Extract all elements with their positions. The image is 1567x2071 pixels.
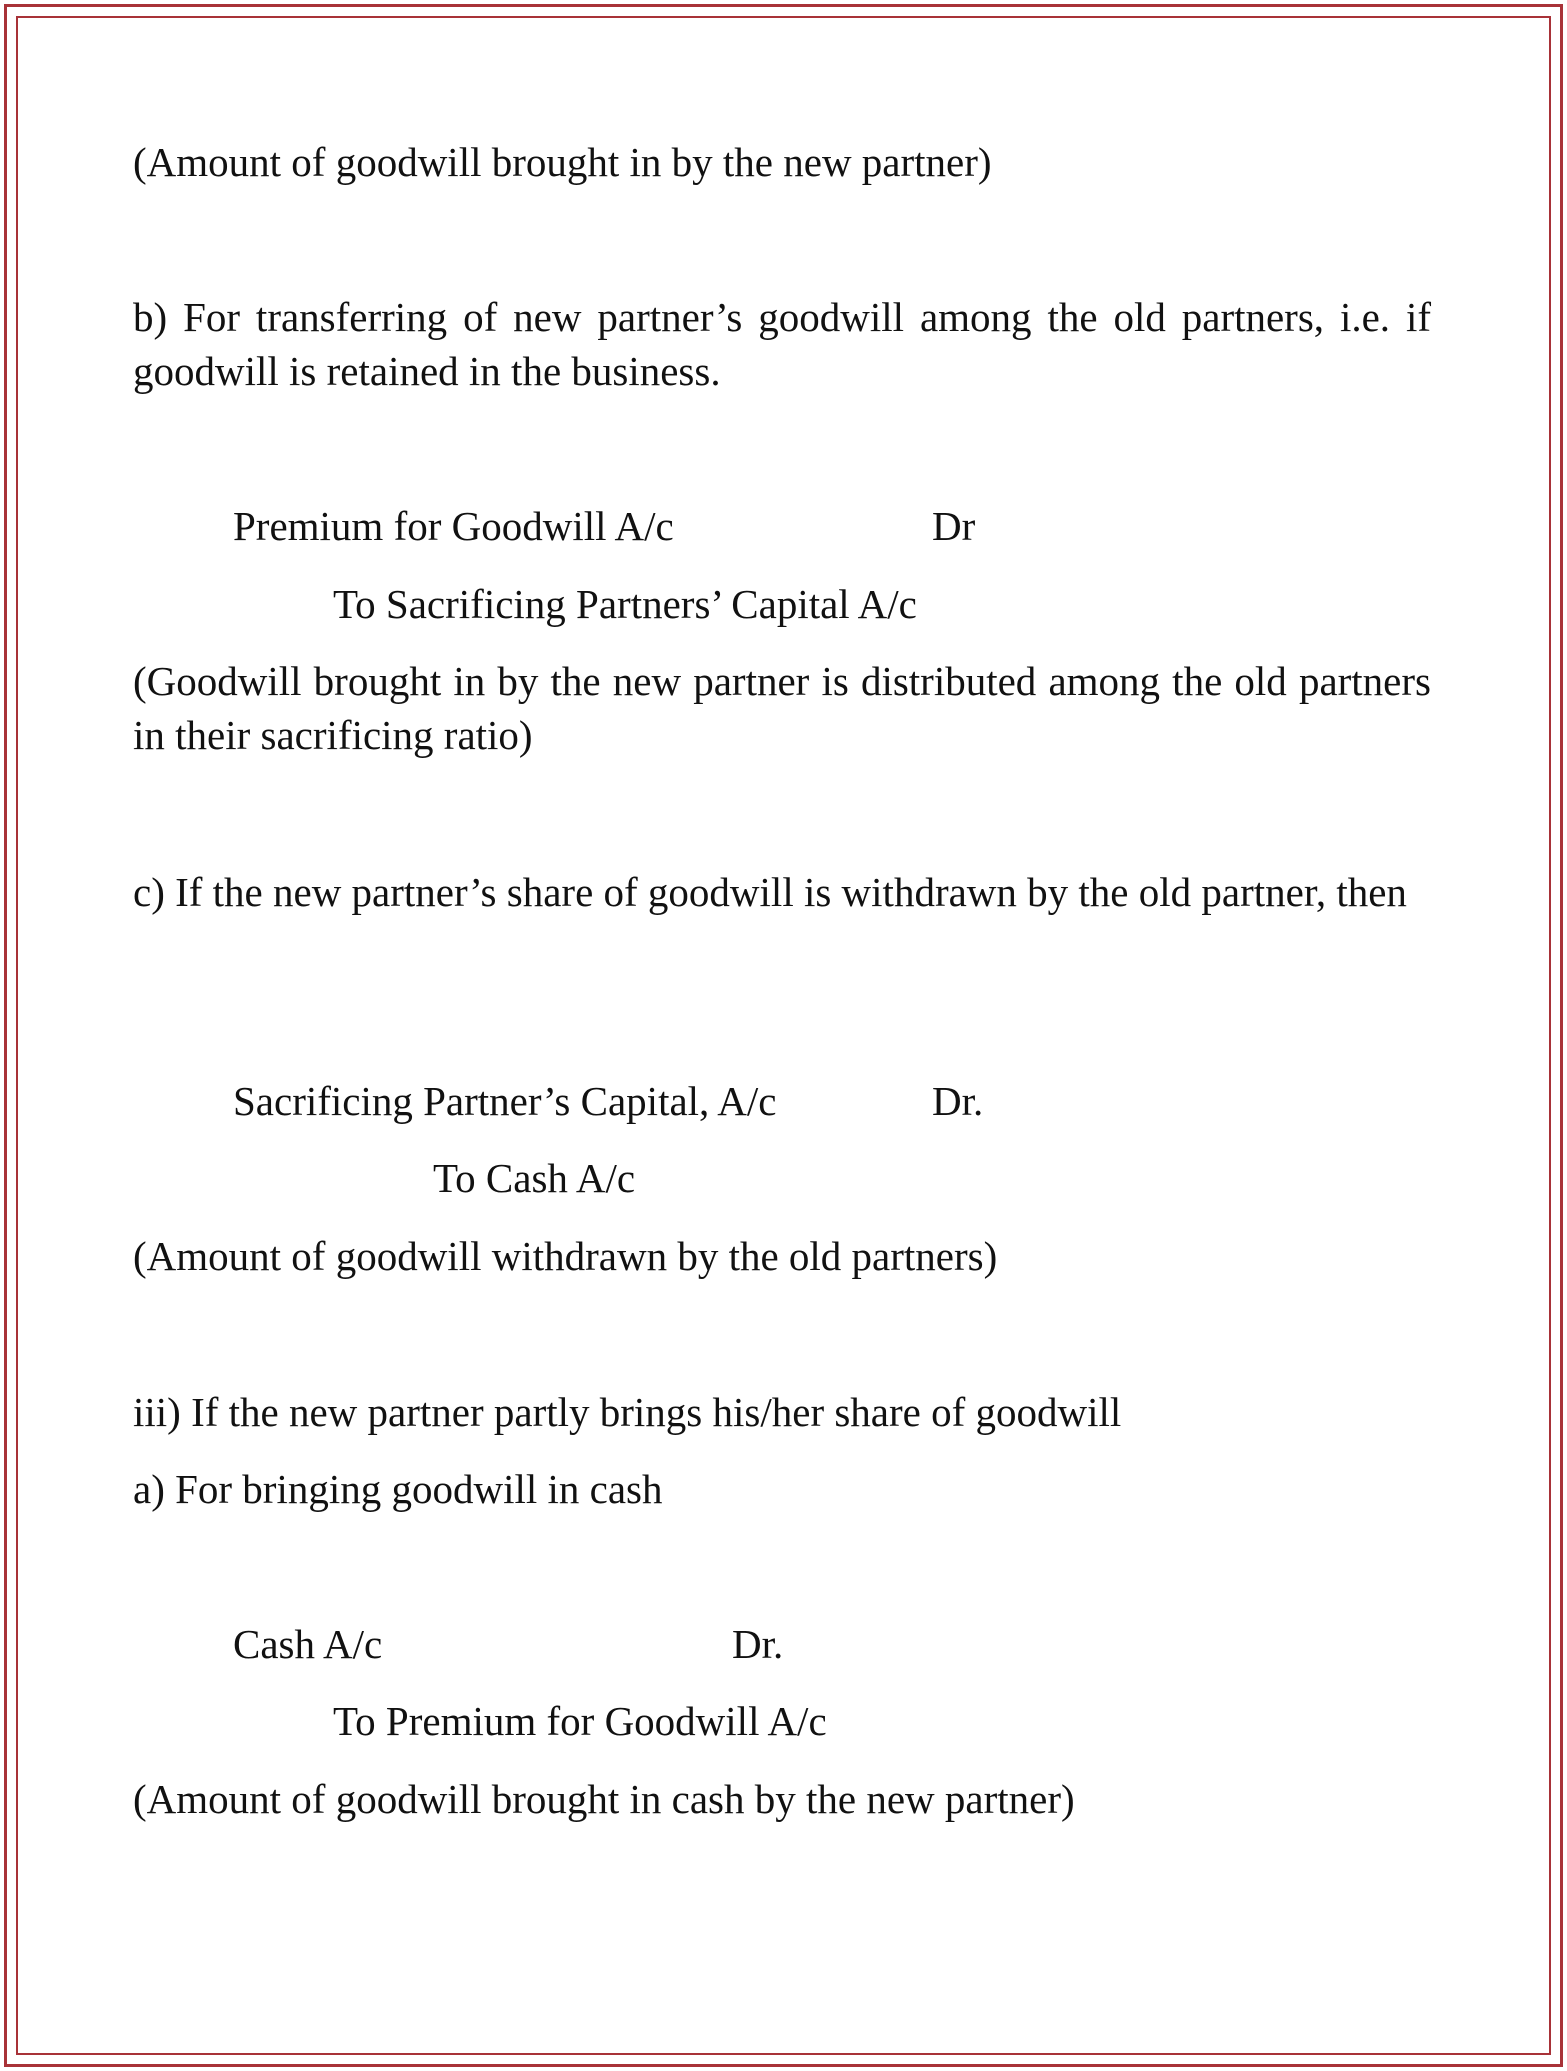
journal-b-debit-marker: Dr <box>932 503 976 549</box>
journal-iii-debit-account: Cash A/c <box>233 1621 383 1667</box>
note-goodwill-distributed: (Goodwill brought in by the new partner is distributed among the old partners in their sacrificing ratio) <box>133 658 1431 758</box>
journal-c-credit-account: To Cash A/c <box>433 1155 636 1201</box>
journal-iii-credit-account: To Premium for Goodwill A/c <box>333 1698 827 1744</box>
note-goodwill-brought-cash: (Amount of goodwill brought in cash by the new partner) <box>133 1776 1075 1822</box>
note-goodwill-brought-in: (Amount of goodwill brought in by the new partner) <box>133 139 992 185</box>
paragraph-b-transfer-goodwill: b) For transferring of new partner’s goodwill among the old partners, i.e. if goodwill is retained in the business. <box>133 294 1431 394</box>
heading-iii-partly-brings-goodwill: iii) If the new partner partly brings his/her share of goodwill <box>133 1389 1122 1435</box>
journal-b-credit-account: To Sacrificing Partners’ Capital A/c <box>333 581 917 627</box>
journal-c-debit-account: Sacrificing Partner’s Capital, A/c <box>233 1078 777 1124</box>
paragraph-c-goodwill-withdrawn: c) If the new partner’s share of goodwill is withdrawn by the old partner, then <box>133 869 1407 915</box>
journal-c-debit-marker: Dr. <box>932 1078 984 1124</box>
journal-b-debit-account: Premium for Goodwill A/c <box>233 503 674 549</box>
journal-iii-debit-marker: Dr. <box>732 1621 784 1667</box>
note-goodwill-withdrawn: (Amount of goodwill withdrawn by the old partners) <box>133 1233 998 1279</box>
subheading-a-bringing-goodwill-cash: a) For bringing goodwill in cash <box>133 1466 663 1512</box>
